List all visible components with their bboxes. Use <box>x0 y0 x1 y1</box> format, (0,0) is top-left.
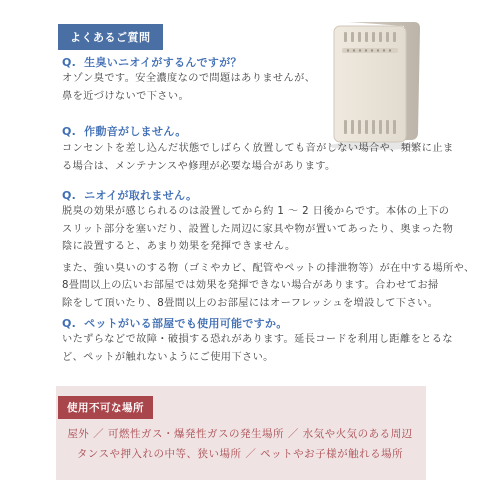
faq-heading: よくあるご質問 <box>58 24 163 50</box>
question-text: 生臭いニオイがするんですが？ <box>84 56 242 69</box>
answer-line: 脱臭の効果が感じられるのは設置してから約 1 ～ 2 日後からです。本体の上下の <box>62 206 450 217</box>
unusable-places-line-2: タンスや押入れの中等、狭い場所 ／ ペットやお子様が触れる場所 <box>76 448 404 460</box>
answer-line: 8畳間以上の広いお部屋では効果を発揮できない場合があります。合わせてお掃 <box>62 280 439 291</box>
faq-question-3 <box>62 187 197 203</box>
q-mark: Q. <box>62 56 77 69</box>
answer-line: また、強い臭いのする物（ゴミやカビ、配管やペットの排泄物等）が在中する場所や、 <box>62 262 475 274</box>
question-text: ペットがいる部屋でも使用可能ですか。 <box>84 317 288 330</box>
faq-answer-4 <box>62 331 453 366</box>
faq-answer-2 <box>62 140 454 175</box>
answer-line: オゾン臭です。安全濃度なので問題はありませんが、 <box>62 73 316 84</box>
faq-question-2 <box>62 123 187 139</box>
faq-answer-3 <box>62 203 475 312</box>
unusable-places-heading: 使用不可な場所 <box>58 396 153 419</box>
answer-line: いたずらなどで故障・破損する恐れがあります。延長コードを利用し距離をとるな <box>62 334 453 345</box>
faq-answer-1 <box>62 70 315 105</box>
answer-line: 陰に設置すると、あまり効果を発揮できません。 <box>62 241 296 252</box>
answer-line: る場合は、メンテナンスや修理が必要な場合があります。 <box>62 160 336 172</box>
question-text: ニオイが取れません。 <box>84 189 198 202</box>
product-image <box>318 16 428 152</box>
faq-question-4 <box>62 315 288 331</box>
answer-line: コンセントを差し込んだ状態でしばらく放置しても音がしない場合や、頻繁に止ま <box>62 143 454 154</box>
q-mark: Q. <box>62 189 77 202</box>
answer-line: ど、ペットが触れないようにご使用下さい。 <box>62 351 274 363</box>
answer-line: 鼻を近づけないで下さい。 <box>62 90 190 102</box>
q-mark: Q. <box>62 317 77 330</box>
answer-line: スリット部分を塞いだり、設置した周辺に家具や物が置いてあったり、奥まった物 <box>62 223 454 235</box>
unusable-places-line-1: 屋外 ／ 可燃性ガス・爆発性ガスの発生場所 ／ 水気や火気のある周辺 <box>67 428 413 440</box>
q-mark: Q. <box>62 125 77 138</box>
question-text: 作動音がしません。 <box>84 125 187 138</box>
faq-question-1 <box>62 54 242 70</box>
answer-line: 除をして頂いたり、8畳間以上のお部屋にはオーフレッシュを増設して下さい。 <box>62 297 439 309</box>
